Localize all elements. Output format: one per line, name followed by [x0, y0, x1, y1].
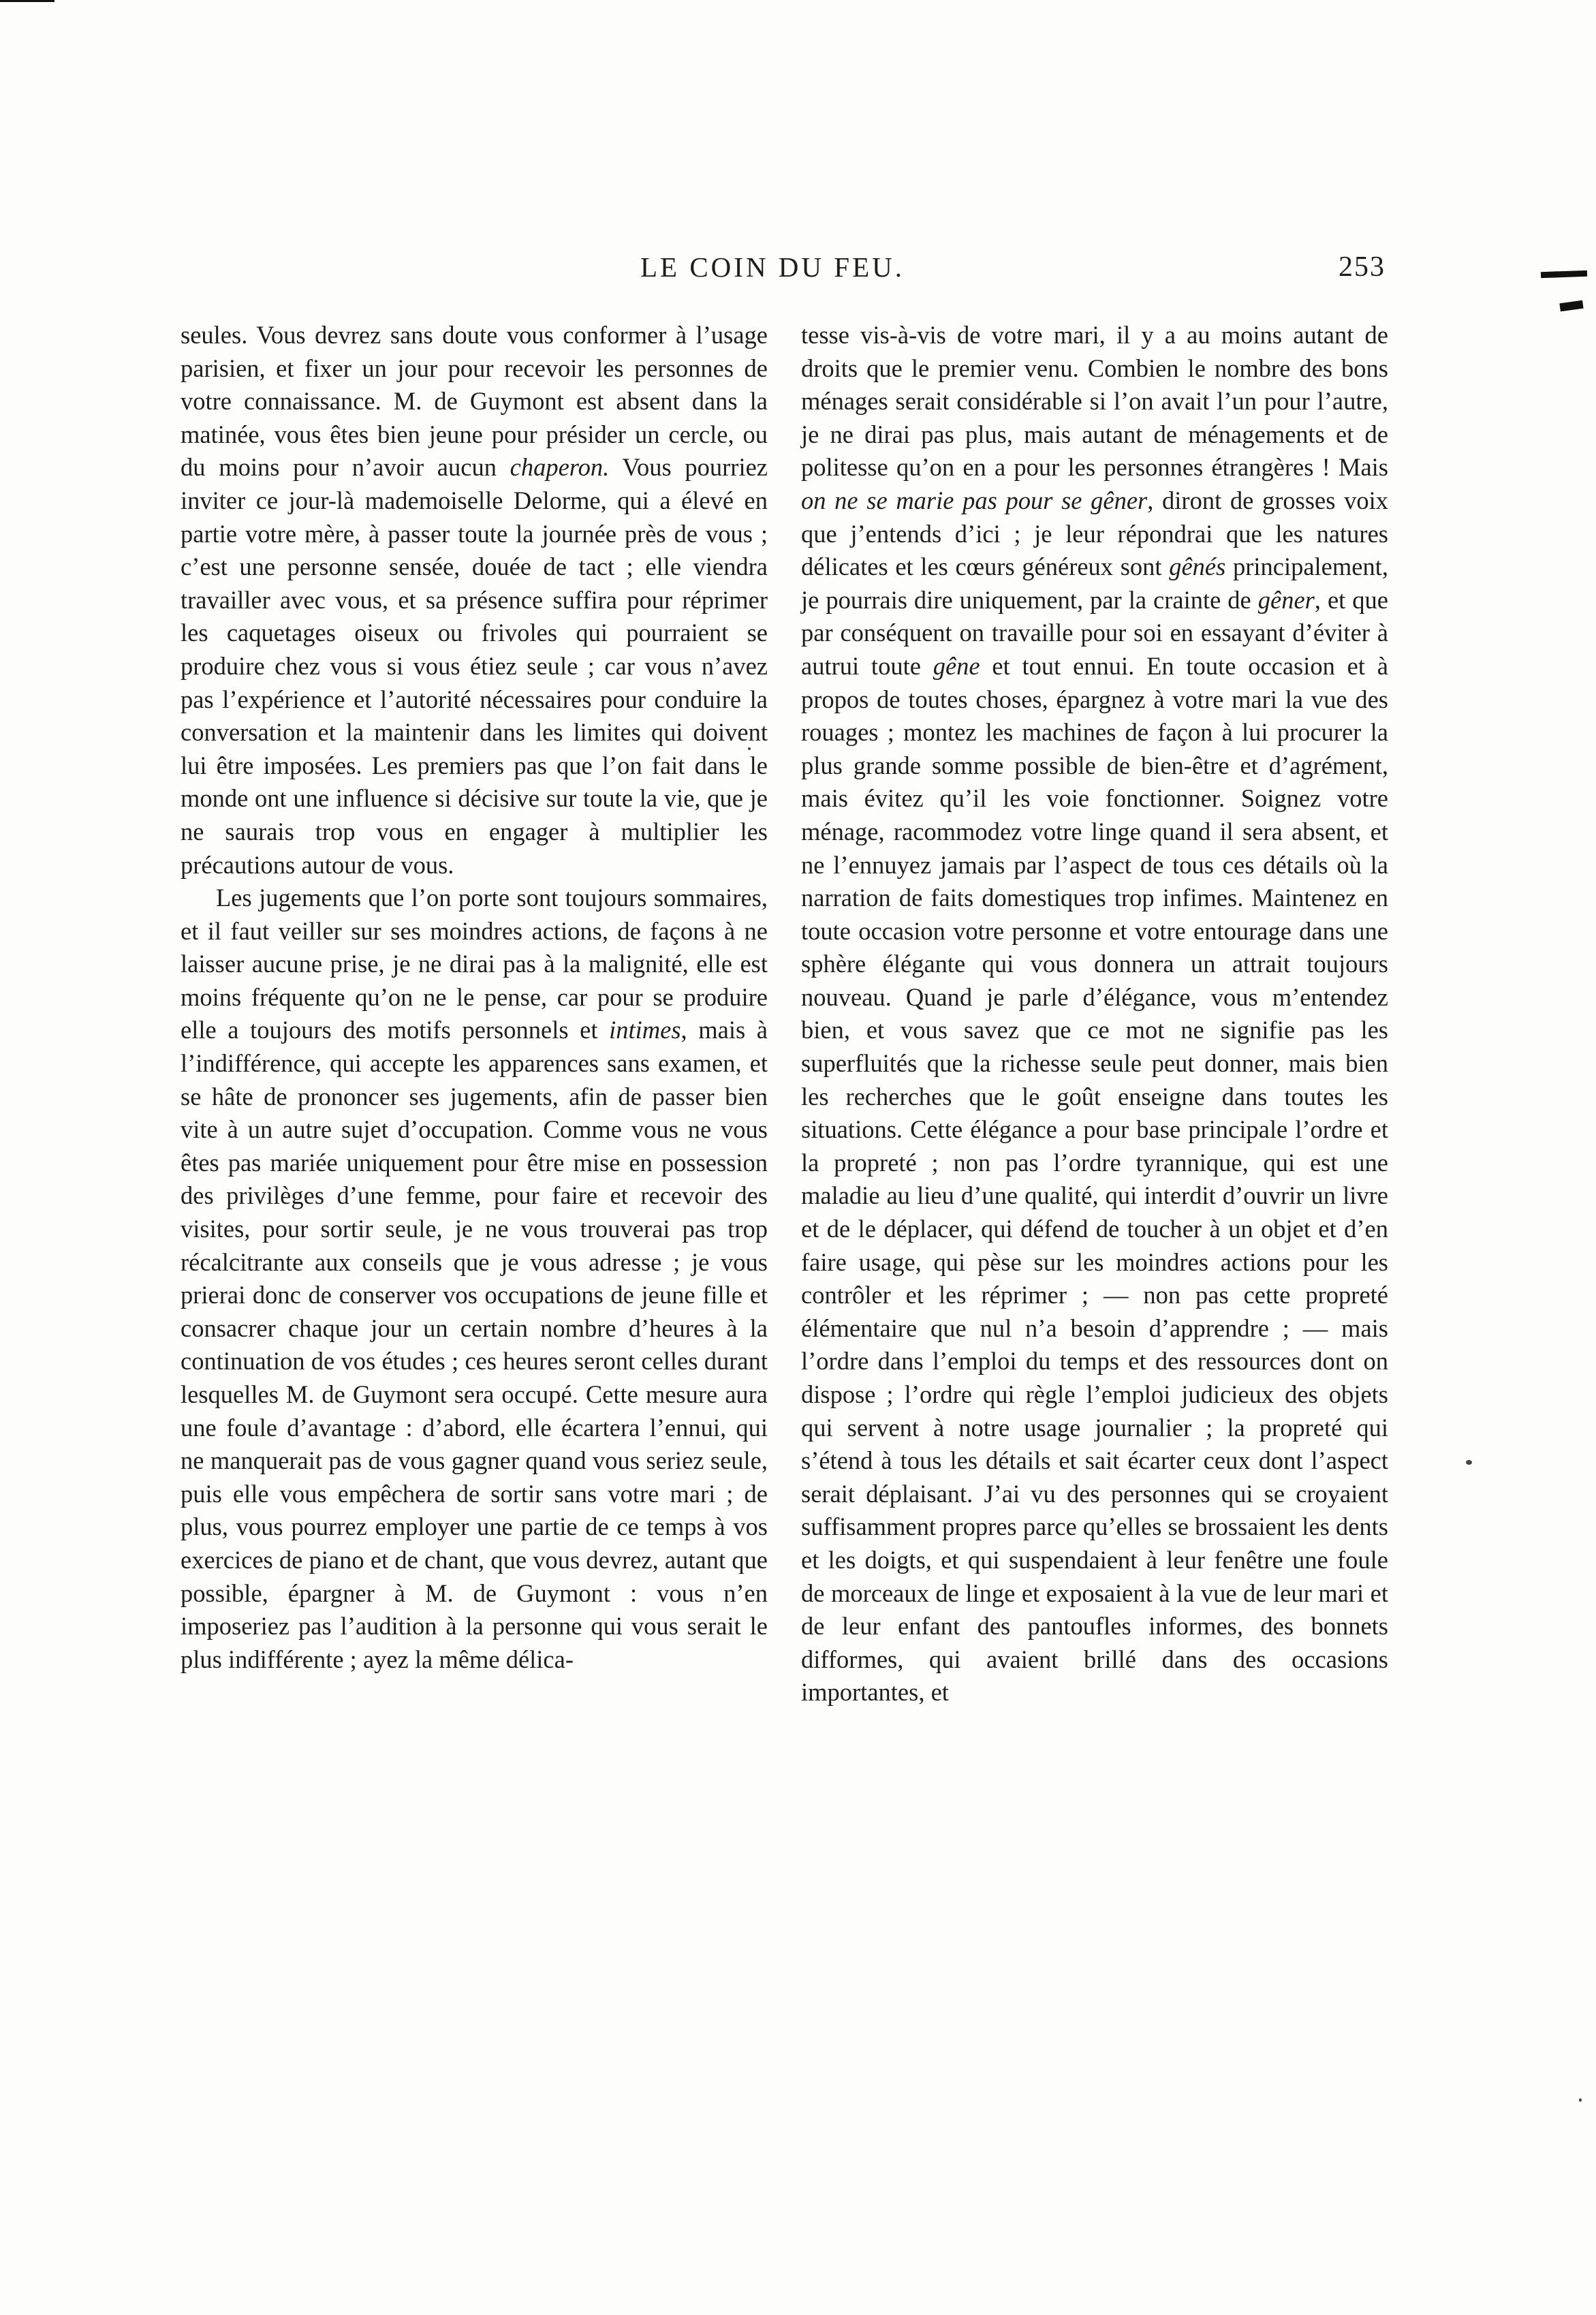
text-run: principalement, je pourrais dire uniquement, par la crainte de: [801, 553, 1388, 614]
italic-quote: on ne se marie pas pour se gêner: [801, 486, 1148, 514]
scan-edge-mark: [0, 0, 54, 2]
page-header: [0, 251, 1596, 298]
paragraph-continued: [181, 319, 768, 882]
scan-speck: [1466, 1460, 1472, 1465]
text-run: , mais à l’indifférence, qui accepte les apparences sans examen, et se hâte de prononcer ses jugements, afin de passer bien vite à un autre sujet d’occupation. Comme vous ne vous êtes pas mariée uniquement pour être mise en possession des privilèges d’une femme, pour faire et recevoir des visites, pour sortir seule, je ne vous trouverai pas trop récalcitrante aux conseils que je vous adresse ; je vous prierai donc de conserver vos occupations de jeune fille et consacrer chaque jour un certain nombre d’heures à la continuation de vos études ; ces heures seront celles durant lesquelles M. de Guymont sera occupé. Cette mesure aura une foule d’avantage : d’abord, elle écartera l’ennui, qui ne manquerait pas de vous gagner quand vous seriez seule, puis elle vous empêchera de sortir sans votre mari ; de plus, vous pourrez employer une partie de ce temps à vos exercices de piano et de chant, que vous devrez, autant que possible, épargner à M. de Guymont : vous n’en imposeriez pas l’audition à la personne qui vous serait le plus indifférente ; ayez la même délica-: [181, 1016, 768, 1673]
scan-edge-mark: [1559, 300, 1583, 312]
paragraph-continued: [801, 319, 1388, 1709]
italic-term: chaperon.: [510, 453, 610, 482]
right-column: [801, 319, 1388, 1709]
italic-term: gêne: [933, 651, 980, 680]
page-number: 253: [1339, 251, 1386, 283]
left-column: [181, 319, 768, 1676]
text-run: seules. Vous devrez sans doute vous conformer à l’usage parisien, et fixer un jour pour recevoir les personnes de votre connaissance. M. de Guymont est absent dans la matinée, vous êtes bien jeune pour présider un cercle, ou du moins pour n’avoir aucun: [181, 321, 768, 482]
scan-speck: [1579, 2098, 1582, 2102]
text-run: et tout ennui. En toute occasion et à propos de toutes choses, épargnez à votre mari la vue des rouages ; montez les machines de façon à lui procurer la plus grande somme possible de bien-être et d’agrément, mais évitez qu’il les voie fonctionner. Soignez votre ménage, racommodez votre linge quand il sera absent, et ne l’ennuyez jamais par l’aspect de tous ces détails où la narration de faits domestiques trop infimes. Maintenez en toute occasion votre personne et votre entourage dans une sphère élégante qui vous donnera un attrait toujours nouveau. Quand je parle d’élégance, vous m’entendez bien, et vous savez que ce mot ne signifie pas les superfluités que la richesse seule peut donner, mais bien les recherches que le goût enseigne dans toutes les situations. Cette élégance a pour base principale l’ordre et la propreté ; non pas l’ordre tyrannique, qui est une maladie au lieu d’une qualité, qui interdit d’ouvrir un livre et de le déplacer, qui défend de toucher à un objet et d’en faire usage, qui pèse sur les moindres actions pour les contrôler et les réprimer ; — non pas cette propreté élémentaire que nul n’a besoin d’apprendre ; — mais l’ordre dans l’emploi du temps et des ressources dont on dispose ; l’ordre qui règle l’emploi judicieux des objets qui servent à notre usage journalier ; la propreté qui s’étend à tous les détails et sait écarter ceux dont l’aspect serait déplaisant. J’ai vu des personnes qui se croyaient suffisamment propres parce qu’elles se brossaient les dents et les doigts, et qui suspendaient à leur fenêtre une foule de morceaux de linge et exposaient à la vue de leur mari et de leur enfant des pantoufles informes, des bonnets difformes, qui avaient brillé dans des occasions importantes, et: [801, 651, 1389, 1707]
text-run: Vous pourriez inviter ce jour-là mademoiselle Delorme, qui a élevé en partie votre mère, à passer toute la journée près de vous ; c’est une personne sensée, douée de tact ; elle viendra travailler avec vous, et sa présence suffira pour réprimer les caquetages oiseux ou frivoles qui pourraient se produire chez vous si vous étiez seule ; car vous n’avez pas l’expérience et l’autorité nécessaires pour conduire la conversation et la maintenir dans les limites qui doivent lui être imposées. Les premiers pas que l’on fait dans le monde ont une influence si décisive sur toute la vie, que je ne saurais trop vous en engager à multiplier les précautions autour de vous.: [181, 453, 768, 879]
paragraph: [181, 882, 768, 1676]
text-run: , diront de grosses voix que j’entends d’ici ; je leur répondrai que les natures délicates et les cœurs généreux sont: [801, 486, 1389, 581]
italic-term: intimes: [609, 1016, 681, 1044]
text-run: tesse vis-à-vis de votre mari, il y a au moins autant de droits que le premier venu. Combien le nombre des bons ménages serait considérable si l’on avait l’un pour l’autre, je ne dirai pas plus, mais autant de ménagements et de politesse qu’on en a pour les personnes étrangères ! Mais: [801, 321, 1388, 482]
text-run: Les jugements que l’on porte sont toujours sommaires, et il faut veiller sur ses moindres actions, de façons à ne laisser aucune prise, je ne dirai pas à la malignité, elle est moins fréquente qu’on ne le pense, car pour se produire elle a toujours des motifs personnels et: [181, 884, 768, 1044]
text-run: , et que par conséquent on travaille pour soi en essayant d’éviter à autrui toute: [801, 585, 1389, 680]
italic-term: gênés: [1169, 553, 1226, 581]
scan-speck: [748, 747, 751, 750]
italic-term: gêner: [1257, 585, 1315, 614]
running-title: LE COIN DU FEU.: [640, 251, 905, 283]
